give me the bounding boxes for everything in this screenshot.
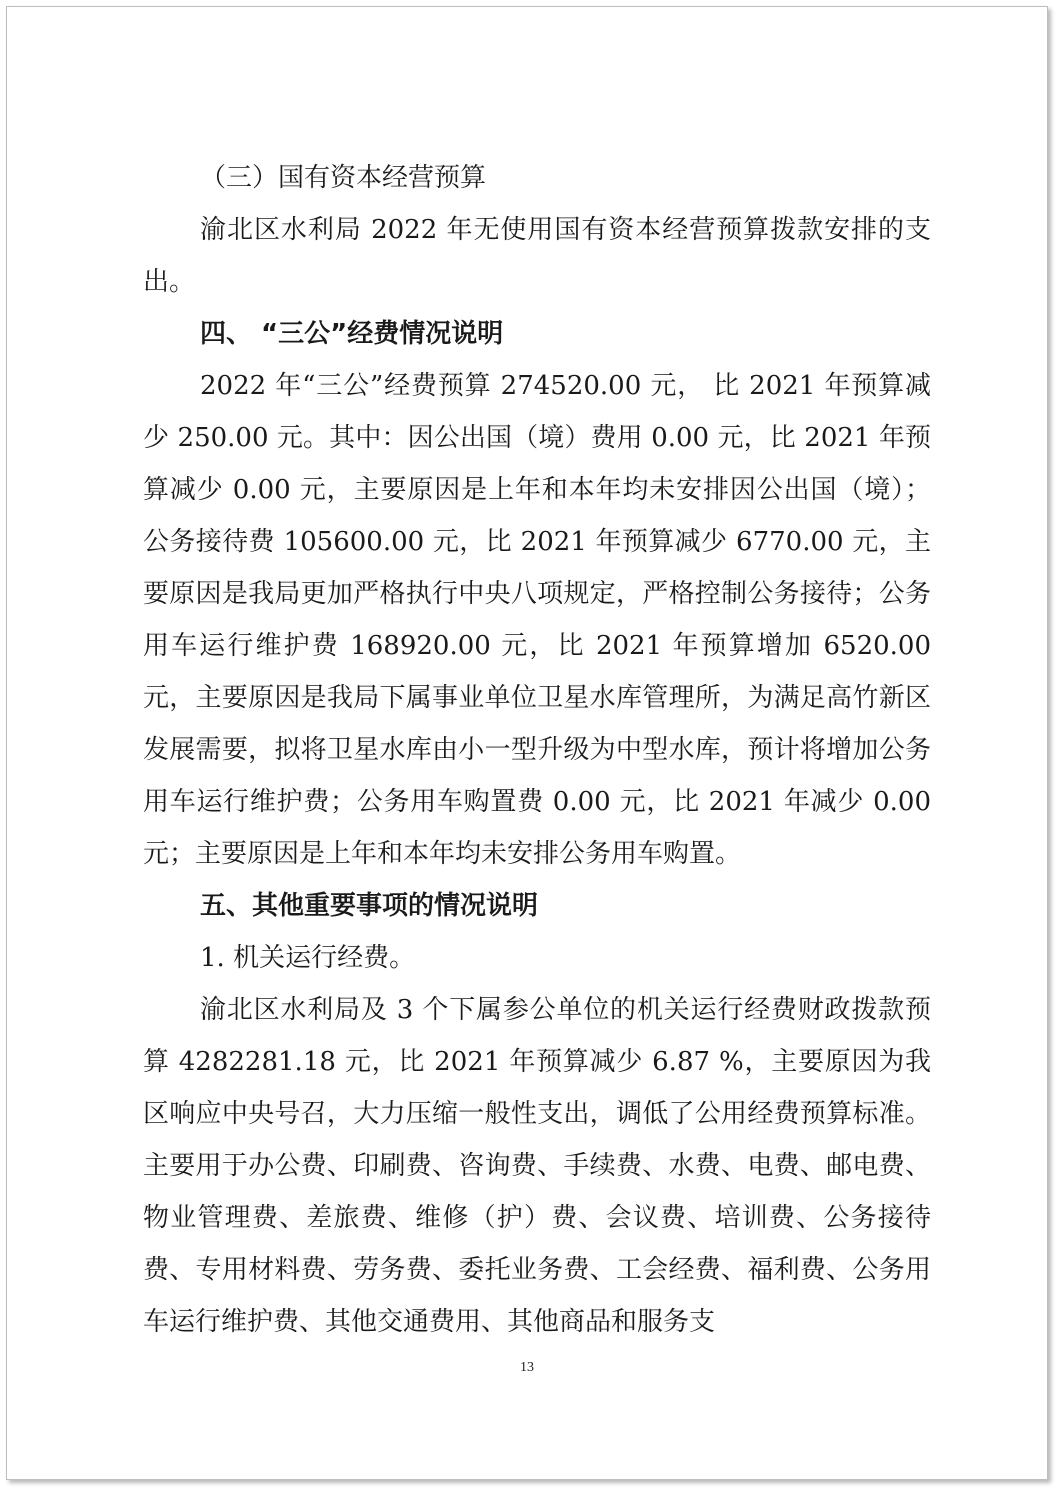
section-3-heading: （三）国有资本经营预算 [200, 163, 487, 193]
document-page [6, 6, 1048, 1480]
section-5-heading: 五、其他重要事项的情况说明 [200, 891, 539, 921]
document-body [143, 152, 931, 1348]
item-1-paragraph: 渝北区水利局及 3 个下属参公单位的机关运行经费财政拨款预算 4282281.18 元，比 2021 年预算减少 6.87 %，主要原因为我区响应中央号召，大力压缩一般性支出，调低了公用经费预算标准。主要用于办公费、印刷费、咨询费、手续费、水费、电费、邮电费、物业管理费、差旅费、维修（护）费、会议费、培训费、公务接待费、专用材料费、劳务费、委托业务费、工会经费、福利费、公务用车运行维护费、其他交通费用、其他商品和服务支 [143, 995, 931, 1337]
section-3-paragraph: 渝北区水利局 2022 年无使用国有资本经营预算拨款安排的支出。 [143, 215, 931, 297]
section-4-paragraph: 2022 年“三公”经费预算 274520.00 元， 比 2021 年预算减少 250.00 元。其中：因公出国（境）费用 0.00 元，比 2021 年预算减少 0.00 元，主要原因是上年和本年均未安排因公出国（境）；公务接待费 105600.00 元，比 2021 年预算减少 6770.00 元，主要原因是我局更加严格执行中央八项规定，严格控制公务接待；公务用车运行维护费 168920.00 元，比 2021 年预算增加 6520.00 元，主要原因是我局下属事业单位卫星水库管理所，为满足高竹新区发展需要，拟将卫星水库由小一型升级为中型水库，预计将增加公务用车运行维护费；公务用车购置费 0.00 元，比 2021 年减少 0.00 元；主要原因是上年和本年均未安排公务用车购置。 [143, 371, 931, 869]
section-4-heading: 四、 “三公”经费情况说明 [200, 319, 504, 349]
item-1-heading: 1. 机关运行经费。 [200, 943, 416, 973]
page-number: 13 [520, 1360, 534, 1375]
